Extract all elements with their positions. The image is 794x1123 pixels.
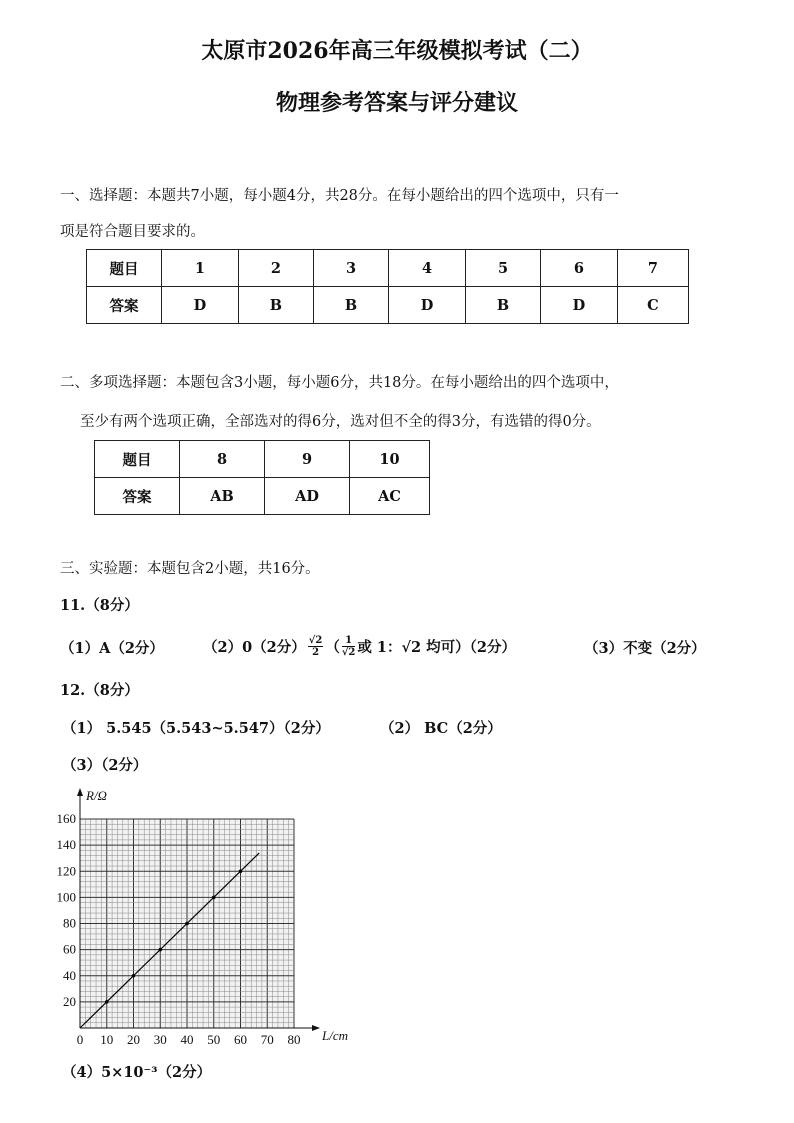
- answer-cell: AD: [265, 478, 350, 515]
- y-tick-label: 40: [63, 967, 76, 983]
- page-title: 太原市2026年高三年级模拟考试（二）: [201, 38, 593, 64]
- answer-cell: B: [313, 287, 388, 324]
- fraction-sqrt2-over-2: [308, 635, 324, 658]
- denominator: 2: [312, 646, 320, 658]
- paren: （: [325, 638, 340, 656]
- q11-part3: （3）不变（2分）: [584, 640, 706, 657]
- table-row-answers: [87, 287, 689, 324]
- numerator: √2: [308, 634, 323, 646]
- section3-heading: 三、实验题：本题包含2小题，共16分。: [60, 561, 320, 577]
- section1-answer-table: [86, 249, 689, 324]
- x-tick-label: 50: [207, 1032, 221, 1047]
- y-tick-label: 120: [56, 863, 76, 879]
- y-axis-label: R/Ω: [86, 788, 107, 803]
- fraction-1-over-sqrt2: [342, 635, 356, 658]
- question-cell: 9: [265, 441, 350, 478]
- q12-title: 12.（8分）: [60, 682, 139, 699]
- row-label: 题目: [95, 441, 180, 478]
- question-cell: 1: [162, 250, 239, 287]
- x-axis-arrow-icon: [312, 1025, 320, 1031]
- x-tick-label: 40: [180, 1032, 194, 1047]
- answer-cell: B: [238, 287, 313, 324]
- section1-instructions: 一、选择题：本题共7小题，每小题4分，共28分。在每小题给出的四个选项中，只有一: [60, 188, 619, 204]
- answer-cell: AB: [180, 478, 265, 515]
- y-tick-label: 160: [56, 811, 76, 826]
- x-tick-label: 30: [153, 1032, 167, 1047]
- y-tick-label: 100: [56, 889, 76, 905]
- x-axis-label: L/cm: [322, 1028, 348, 1043]
- x-tick-label: 80: [287, 1032, 301, 1047]
- y-axis-arrow-icon: [77, 788, 83, 796]
- q11-title: 11.（8分）: [60, 597, 139, 614]
- row-label: 答案: [95, 478, 180, 515]
- q11-part2-suffix: 或 1：√2 均可）（2分）: [357, 638, 516, 656]
- section2-instructions-cont: 至少有两个选项正确，全部选对的得6分，选对但不全的得3分，有选错的得0分。: [80, 414, 601, 430]
- question-cell: 3: [313, 250, 388, 287]
- answer-cell: D: [541, 287, 618, 324]
- x-tick-label: 20: [127, 1032, 140, 1047]
- x-tick-label: 70: [260, 1032, 274, 1047]
- y-tick-label: 80: [63, 915, 76, 931]
- data-point: [105, 1000, 109, 1004]
- q11-part1: （1）A（2分）: [60, 640, 164, 657]
- question-cell: 2: [238, 250, 313, 287]
- row-label: 答案: [87, 287, 162, 324]
- y-tick-label: 140: [56, 837, 76, 853]
- y-tick-label: 20: [63, 993, 76, 1009]
- q12-part3: （3）（2分）: [62, 757, 148, 774]
- question-cell: 6: [541, 250, 618, 287]
- table-row-answers: [95, 478, 430, 515]
- data-point: [158, 948, 162, 952]
- data-point: [212, 896, 216, 900]
- y-tick-label: 60: [63, 941, 76, 957]
- question-cell: 7: [617, 250, 688, 287]
- section2-answer-table: [94, 440, 430, 515]
- table-row-questions: [87, 250, 689, 287]
- section2-instructions: 二、多项选择题：本题包含3小题，每小题6分，共18分。在每小题给出的四个选项中，: [60, 375, 619, 391]
- q12-part1: （1） 5.545（5.543~5.547）（2分）: [62, 720, 330, 737]
- q11-part2: [203, 630, 516, 662]
- data-point: [132, 974, 136, 978]
- r-vs-l-chart: [0, 780, 400, 1060]
- numerator: 1: [342, 635, 356, 647]
- x-tick-label: 60: [234, 1032, 247, 1047]
- q11-part2-prefix: （2）0（2分）: [203, 638, 306, 656]
- answer-cell: B: [465, 287, 540, 324]
- q12-part4: （4）5×10⁻³（2分）: [62, 1064, 212, 1081]
- question-cell: 4: [389, 250, 466, 287]
- q12-part2: （2） BC（2分）: [380, 720, 502, 737]
- question-cell: 10: [350, 441, 430, 478]
- table-row-questions: [95, 441, 430, 478]
- page-subtitle: 物理参考答案与评分建议: [275, 90, 518, 116]
- section1-instructions-cont: 项是符合题目要求的。: [60, 224, 205, 240]
- answer-cell: AC: [350, 478, 430, 515]
- x-tick-label: 10: [100, 1032, 114, 1047]
- answer-cell: C: [617, 287, 688, 324]
- data-point: [239, 869, 243, 873]
- answer-cell: D: [389, 287, 466, 324]
- question-cell: 8: [180, 441, 265, 478]
- denominator: √2: [341, 646, 356, 658]
- row-label: 题目: [87, 250, 162, 287]
- x-tick-label: 0: [76, 1032, 84, 1047]
- question-cell: 5: [465, 250, 540, 287]
- answer-cell: D: [162, 287, 239, 324]
- data-point: [185, 922, 189, 926]
